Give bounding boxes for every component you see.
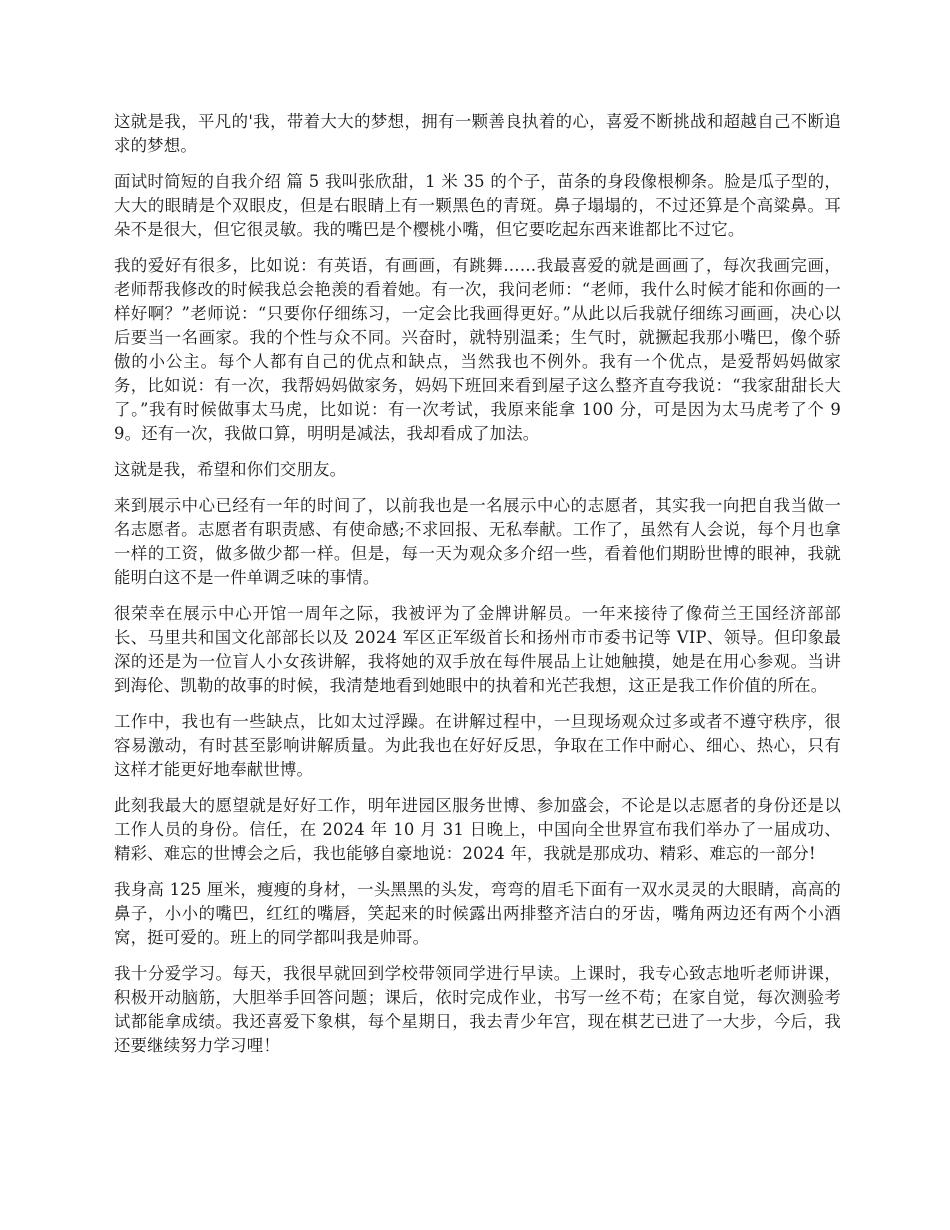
paragraph: 我十分爱学习。每天，我很早就回到学校带领同学进行早读。上课时，我专心致志地听老师讲课，积极开动脑筋，大胆举手回答问题；课后，依时完成作业，书写一丝不苟；在家自觉，每次测验考试都能拿成绩。我还喜爱下象棋，每个星期日，我去青少年宫，现在棋艺已进了一大步，今后，我还要继续努力学习哩！ <box>114 964 841 1055</box>
paragraph: 这就是我，希望和你们交朋友。 <box>114 460 347 479</box>
paragraph: 面试时简短的自我介绍 篇 5 我叫张欣甜，1 米 35 的个子，苗条的身段像根柳条。脸是瓜子型的，大大的眼睛是个双眼皮，但是右眼睛上有一颗黑色的青斑。鼻子塌塌的，不过还算是个高粱鼻。耳朵不是很大，但它很灵敏。我的嘴巴是个樱桃小嘴，但它要吃起东西来谁都比不过它。 <box>114 172 841 239</box>
document-body <box>114 110 841 1070</box>
paragraph: 工作中，我也有一些缺点，比如太过浮躁。在讲解过程中，一旦现场观众过多或者不遵守秩序，很容易激动，有时甚至影响讲解质量。为此我也在好好反思，争取在工作中耐心、细心、热心，只有这样才能更好地奉献世博。 <box>114 712 841 779</box>
paragraph: 很荣幸在展示中心开馆一周年之际，我被评为了金牌讲解员。一年来接待了像荷兰王国经济部部长、马里共和国文化部部长以及 2024 军区正军级首长和扬州市市委书记等 VIP、领导。但印象最深的还是为一位盲人小女孩讲解，我将她的双手放在每件展品上让她触摸，她是在用心参观。当讲到海伦、凯勒的故事的时候，我清楚地看到她眼中的执着和光芒我想，这正是我工作价值的所在。 <box>114 604 841 695</box>
paragraph: 我身高 125 厘米，瘦瘦的身材，一头黑黑的头发，弯弯的眉毛下面有一双水灵灵的大眼睛，高高的鼻子，小小的嘴巴，红红的嘴唇，笑起来的时候露出两排整齐洁白的牙齿，嘴角两边还有两个小酒窝，挺可爱的。班上的同学都叫我是帅哥。 <box>114 880 841 947</box>
paragraph: 此刻我最大的愿望就是好好工作，明年进园区服务世博、参加盛会，不论是以志愿者的身份还是以工作人员的身份。信任，在 2024 年 10 月 31 日晚上，中国向全世界宣布我们举办了一届成功、精彩、难忘的世博会之后，我也能够自豪地说：2024 年，我就是那成功、精彩、难忘的一部分! <box>114 796 841 863</box>
paragraph: 我的爱好有很多，比如说：有英语，有画画，有跳舞……我最喜爱的就是画画了，每次我画完画，老师帮我修改的时候我总会艳羡的看着她。有一次，我问老师：“老师，我什么时候才能和你画的一样好啊？”老师说：“只要你仔细练习，一定会比我画得更好。”从此以后我就仔细练习画画，决心以后要当一名画家。我的个性与众不同。兴奋时，就特别温柔；生气时，就撅起我那小嘴巴，像个骄傲的小公主。每个人都有自己的优点和缺点，当然我也不例外。我有一个优点，是爱帮妈妈做家务，比如说：有一次，我帮妈妈做家务，妈妈下班回来看到屋子这么整齐直夸我说：“我家甜甜长大了。”我有时候做事太马虎，比如说：有一次考试，我原来能拿 100 分，可是因为太马虎考了个 99。还有一次，我做口算，明明是减法，我却看成了加法。 <box>114 256 841 443</box>
paragraph: 来到展示中心已经有一年的时间了，以前我也是一名展示中心的志愿者，其实我一向把自我当做一名志愿者。志愿者有职责感、有使命感;不求回报、无私奉献。工作了，虽然有人会说，每个月也拿一样的工资，做多做少都一样。但是，每一天为观众多介绍一些，看着他们期盼世博的眼神，我就能明白这不是一件单调乏味的事情。 <box>114 496 841 587</box>
paragraph: 这就是我，平凡的'我，带着大大的梦想，拥有一颗善良执着的心，喜爱不断挑战和超越自己不断追求的梦想。 <box>114 112 841 155</box>
